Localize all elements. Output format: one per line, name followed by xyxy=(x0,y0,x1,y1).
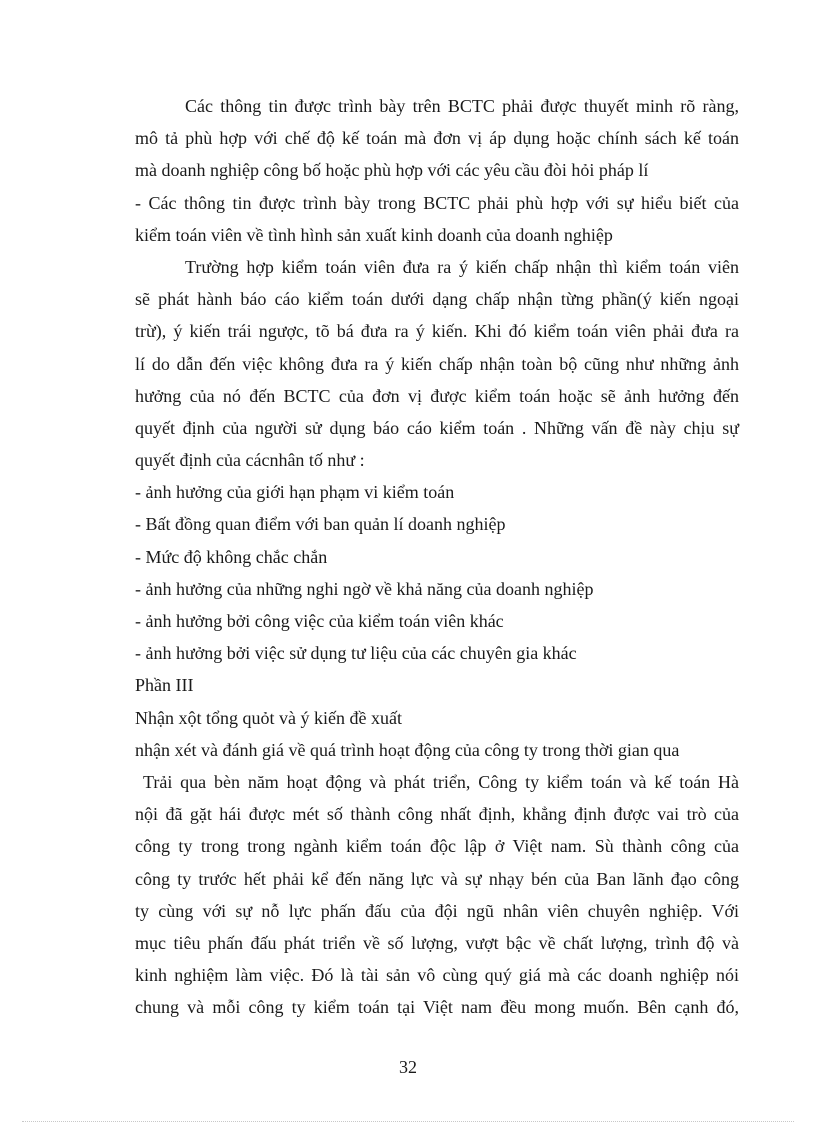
text-line: ty cùng với sự nỗ lực phấn đấu của đội ngũ nhân viên chuyên nghiệp. Với xyxy=(135,900,739,921)
text-line: - Mức độ không chắc chắn xyxy=(135,546,328,567)
text-line: mô tả phù hợp với chế độ kế toán mà đơn vị áp dụng hoặc chính sách kế toán xyxy=(135,128,739,149)
text-line: chung và mỗi công ty kiểm toán tại Việt nam đều mong muốn. Bên cạnh đó, xyxy=(135,997,739,1018)
text-line: - ảnh hưởng của những nghi ngờ về khả năng của doanh nghiệp xyxy=(135,578,594,599)
body-text xyxy=(135,90,739,1023)
page-number: 32 xyxy=(399,1057,417,1077)
text-line: trừ), ý kiến trái ngược, tõ bá đưa ra ý kiến. Khi đó kiểm toán viên phải đưa ra xyxy=(135,321,739,342)
text-line: mà doanh nghiệp công bố hoặc phù hợp với các yêu cầu đòi hỏi pháp lí xyxy=(135,160,649,181)
text-line: lí do dẫn đến việc không đưa ra ý kiến chấp nhận toàn bộ cũng như những ảnh xyxy=(135,353,739,374)
text-line: Các thông tin được trình bày trên BCTC phải được thuyết minh rõ ràng, xyxy=(185,96,739,116)
text-line: - Bất đồng quan điểm với ban quản lí doanh nghiệp xyxy=(135,514,506,535)
text-line: Trải qua bèn năm hoạt động và phát triển, Công ty kiểm toán và kế toán Hà xyxy=(143,771,739,792)
page-bottom-divider xyxy=(22,1121,794,1122)
text-line: nhận xét và đánh giá về quá trình hoạt động của công ty trong thời gian qua xyxy=(135,739,680,760)
text-line: quyết định của người sử dụng báo cáo kiểm toán . Những vấn đề này chịu sự xyxy=(135,417,739,438)
text-line: - ảnh hưởng bởi công việc của kiểm toán viên khác xyxy=(135,611,504,631)
text-line: sẽ phát hành báo cáo kiểm toán dưới dạng chấp nhận từng phần(ý kiến ngoại xyxy=(135,289,739,310)
text-line: - Các thông tin được trình bày trong BCTC phải phù hợp với sự hiểu biết của xyxy=(135,192,739,213)
text-line: công ty trong trong ngành kiểm toán độc lập ở Việt nam. Sù thành công của xyxy=(135,836,739,857)
text-line: Phần III xyxy=(135,675,194,696)
text-line: Nhận xột tổng quỏt và ý kiến đề xuất xyxy=(135,707,402,728)
text-line: mục tiêu phấn đấu phát triển về số lượng, vượt bậc về chất lượng, trình độ và xyxy=(135,932,739,953)
text-line: - ảnh hưởng bởi việc sử dụng tư liệu của các chuyên gia khác xyxy=(135,643,577,664)
text-line: - ảnh hưởng của giới hạn phạm vi kiểm toán xyxy=(135,482,455,503)
text-line: nội đã gặt hái được mét số thành công nhất định, khẳng định được vai trò của xyxy=(135,804,739,825)
text-line: kiểm toán viên về tình hình sản xuất kinh doanh của doanh nghiệp xyxy=(135,224,613,245)
text-line: kinh nghiệm làm việc. Đó là tài sản vô cùng quý giá mà các doanh nghiệp nói xyxy=(135,965,739,986)
text-line: công ty trước hết phải kể đến năng lực và sự nhạy bén của Ban lãnh đạo công xyxy=(135,868,739,889)
text-line: hưởng của nó đến BCTC của đơn vị được kiểm toán hoặc sẽ ảnh hưởng đến xyxy=(135,385,739,406)
text-line: Trường hợp kiểm toán viên đưa ra ý kiến chấp nhận thì kiểm toán viên xyxy=(185,256,739,277)
text-line: quyết định của cácnhân tố như : xyxy=(135,450,365,471)
